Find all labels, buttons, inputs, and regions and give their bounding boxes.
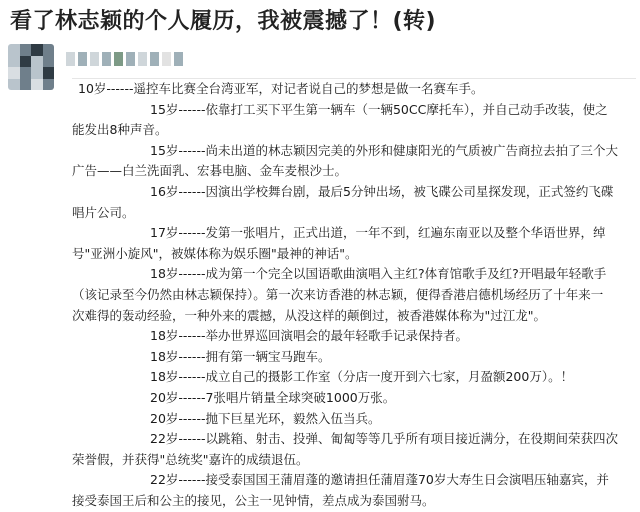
author-avatar[interactable]	[8, 44, 54, 90]
article-line: 18岁------成为第一个完全以国语歌曲演唱入主红?体育馆歌手及红?开唱最年轻歌手	[150, 266, 607, 282]
article-line: 18岁------举办世界巡回演唱会的最年轻歌手记录保持者。	[150, 328, 468, 344]
article-line: 17岁------发第一张唱片，正式出道，一年不到，红遍东南亚以及整个华语世界，绰	[150, 225, 606, 241]
article-line: 15岁------尚未出道的林志颖因完美的外形和健康阳光的气质被广告商拉去拍了三个大	[150, 142, 618, 158]
article-line: 接受泰国王后和公主的接见，公主一见钟情，差点成为泰国驸马。	[72, 492, 435, 508]
article-line: 18岁------成立自己的摄影工作室（分店一度开到六七家，月盈额200万）。！	[150, 369, 574, 385]
article-line: 唱片公司。	[72, 204, 135, 220]
article-line: 10岁------遥控车比赛全台湾亚军，对记者说自己的梦想是做一名赛车手。	[78, 81, 484, 96]
article-line: 能发出8种声音。	[72, 122, 168, 138]
article-line: 22岁------接受泰国国王蒲眉蓬的邀请担任蒲眉蓬70岁大寿生日会演唱压轴嘉宾，并	[150, 472, 609, 488]
article-line: 荣誉假，并获得"总统奖"嘉许的成绩退伍。	[72, 451, 309, 467]
article-line: 号"亚洲小旋风"，被媒体称为娱乐圈"最神的神话"。	[72, 245, 358, 261]
article-line: 16岁------因演出学校舞台剧，最后5分钟出场，被飞碟公司星探发现，正式签约飞碟	[150, 183, 614, 199]
article-body	[72, 78, 636, 511]
article-line: 15岁------依靠打工买下平生第一辆车（一辆50CC摩托车），并自己动手改装，使之	[150, 101, 608, 117]
article-line: 广告——白兰洗面乳、宏碁电脑、金车麦根沙士。	[72, 163, 348, 179]
author-info-blurred	[66, 52, 183, 66]
article-line: 20岁------7张唱片销量全球突破1000万张。	[150, 389, 396, 405]
article-line: 次难得的轰动经验，一种外来的震撼，从没这样的颠倒过，被香港媒体称为"过江龙"。	[72, 307, 547, 323]
post-title: 看了林志颖的个人履历，我被震撼了！(转)	[10, 9, 437, 34]
article-line: 22岁------以跳箱、射击、投弹、匍匐等等几乎所有项目接近满分，在役期间荣获四次	[150, 431, 618, 447]
article-line: 20岁------抛下巨星光环，毅然入伍当兵。	[150, 410, 381, 426]
article-line: （该记录至今仍然由林志颖保持）。第一次来访香港的林志颖，便得香港启德机场经历了十年来一	[72, 286, 604, 302]
article-line: 18岁------拥有第一辆宝马跑车。	[150, 348, 331, 364]
